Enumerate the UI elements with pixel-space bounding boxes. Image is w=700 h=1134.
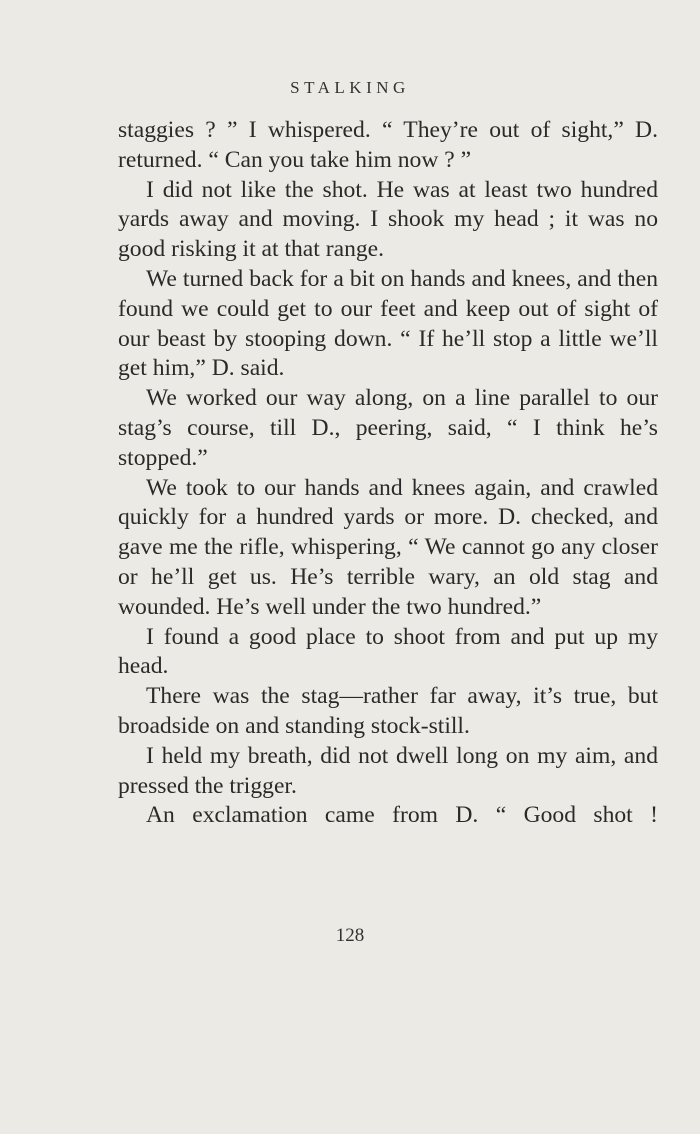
paragraph: staggies ? ” I whispered. “ They’re out of sight,” D. returned. “ Can you take him now ? ” <box>118 117 658 173</box>
paragraph: I held my breath, did not dwell long on my aim, and pressed the trigger. <box>118 742 658 799</box>
paragraph: There was the stag—rather far away, it’s true, but broadside on and standing stock-still. <box>118 683 658 739</box>
paragraph: We worked our way along, on a line parallel to our stag’s course, till D., peering, said, “ I think he’s stopped.” <box>118 385 658 471</box>
paragraph: We took to our hands and knees again, and crawled quickly for a hundred yards or more. D. checked, and gave me the rifle, whispering, “ We cannot go any closer or he’ll get us. He’s terrible wary, an old stag and wounded. He’s well under the two hundred.” <box>118 474 658 620</box>
paragraph: I found a good place to shoot from and put up my head. <box>118 623 658 680</box>
paragraph: We turned back for a bit on hands and knees, and then found we could get to our feet and keep out of sight of our beast by stooping down. “ If he’ll stop a little we’ll get him,” D. said. <box>118 265 658 382</box>
running-head: STALKING <box>290 78 410 97</box>
page-number: 128 <box>335 925 365 946</box>
paragraph: I did not like the shot. He was at least two hundred yards away and moving. I shook my head ; it was no good risking it at that range. <box>118 176 658 263</box>
paragraph: An exclamation came from D. “ Good shot ! <box>146 802 658 829</box>
body-text <box>118 116 658 831</box>
